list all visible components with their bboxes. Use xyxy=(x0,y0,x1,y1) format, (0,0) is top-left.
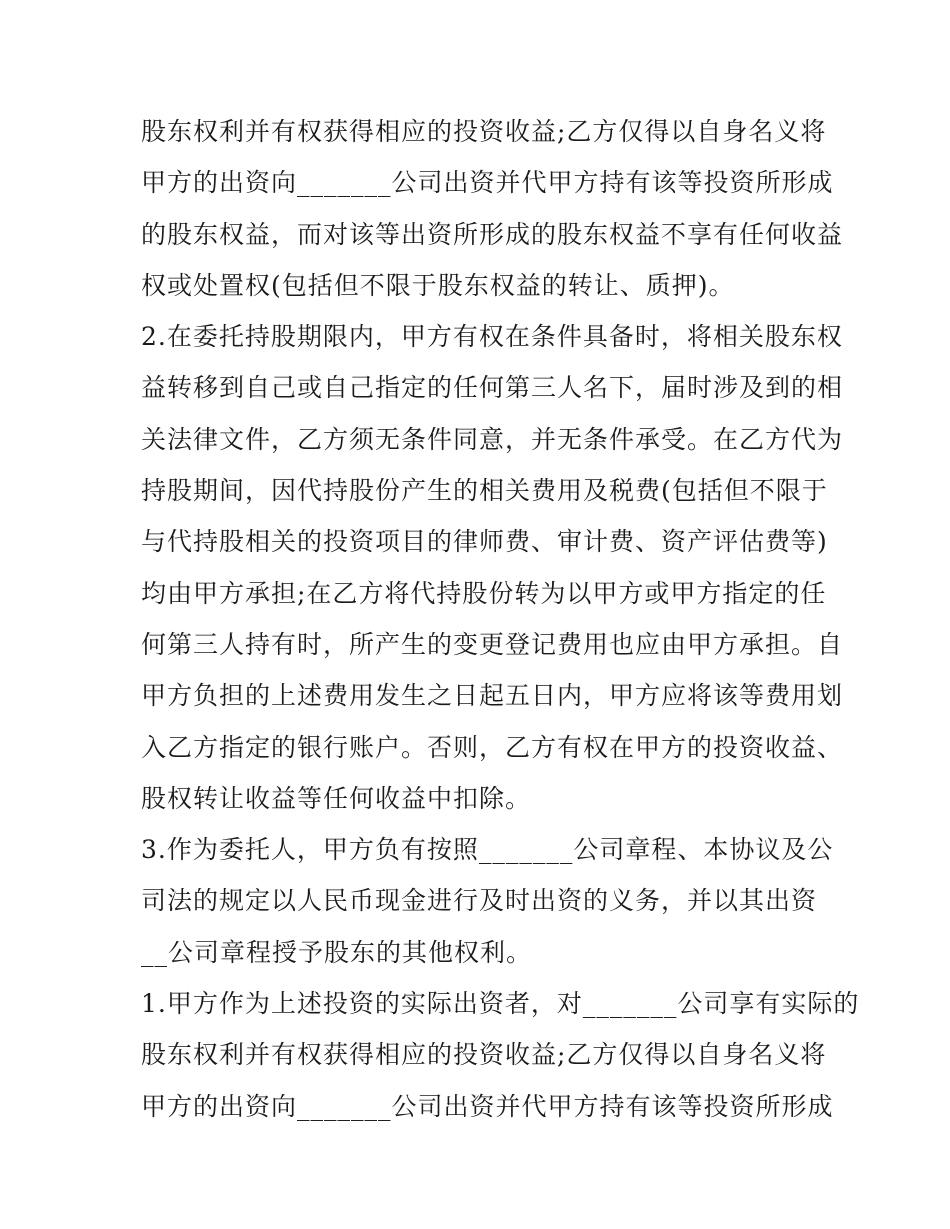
text-line: 甲方的出资向_______公司出资并代甲方持有该等投资所形成 xyxy=(141,1091,834,1121)
text-line: 司法的规定以人民币现金进行及时出资的义务，并以其出资 xyxy=(141,886,818,916)
text-line: 1.甲方作为上述投资的实际出资者，对_______公司享有实际的 xyxy=(141,989,860,1019)
text-line: 3.作为委托人，甲方负有按照_______公司章程、本协议及公 xyxy=(141,835,834,865)
text-line: 2.在委托持股期限内，甲方有权在条件具备时，将相关股东权 xyxy=(141,322,843,352)
text-line: 均由甲方承担;在乙方将代持股份转为以甲方或甲方指定的任 xyxy=(141,578,827,608)
text-line: 甲方的出资向_______公司出资并代甲方持有该等投资所形成 xyxy=(141,168,834,198)
text-line: 持股期间，因代持股份产生的相关费用及税费(包括但不限于 xyxy=(141,476,828,506)
text-line: 甲方负担的上述费用发生之日起五日内，甲方应将该等费用划 xyxy=(141,681,844,711)
text-line: __公司章程授予股东的其他权利。 xyxy=(141,937,533,967)
text-line: 益转移到自己或自己指定的任何第三人名下，届时涉及到的相 xyxy=(141,373,844,403)
text-line: 权或处置权(包括但不限于股东权益的转让、质押)。 xyxy=(141,270,735,300)
text-line: 何第三人持有时，所产生的变更登记费用也应由甲方承担。自 xyxy=(141,629,844,659)
text-line: 股权转让收益等任何收益中扣除。 xyxy=(141,783,532,813)
text-line: 入乙方指定的银行账户。否则，乙方有权在甲方的投资收益、 xyxy=(141,732,844,762)
text-line: 与代持股相关的投资项目的律师费、审计费、资产评估费等) xyxy=(141,527,828,557)
text-line: 关法律文件，乙方须无条件同意，并无条件承受。在乙方代为 xyxy=(141,424,844,454)
text-line: 的股东权益，而对该等出资所形成的股东权益不享有任何收益 xyxy=(141,219,844,249)
text-line: 股东权利并有权获得相应的投资收益;乙方仅得以自身名义将 xyxy=(141,1040,827,1070)
text-line: 股东权利并有权获得相应的投资收益;乙方仅得以自身名义将 xyxy=(141,117,827,146)
document-body xyxy=(141,106,860,1132)
